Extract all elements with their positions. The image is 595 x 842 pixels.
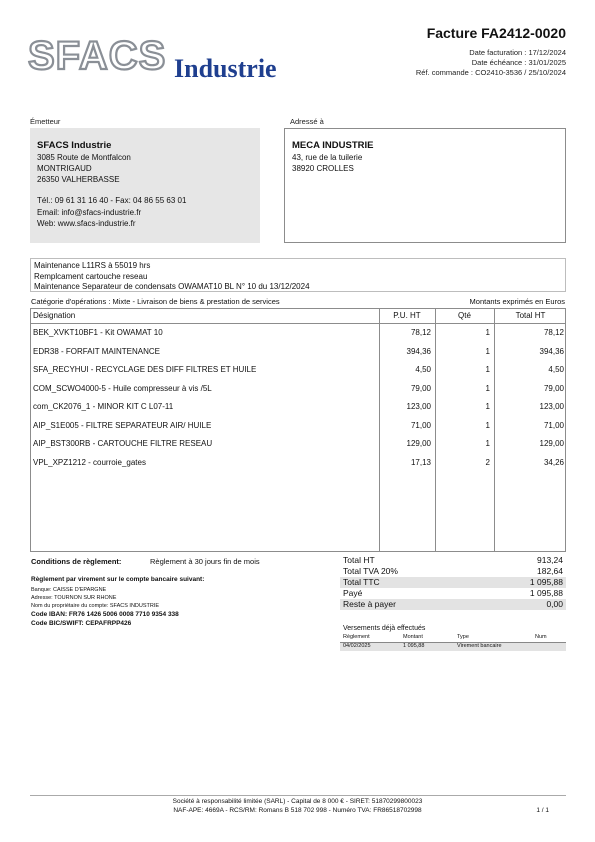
table-header <box>31 309 565 324</box>
payments-header-date: Règlement <box>343 634 370 640</box>
emitter-box <box>30 128 260 243</box>
total-value: 1 095,88 <box>529 577 563 587</box>
item-total: 4,50 <box>548 365 564 374</box>
header-total: Total HT <box>515 311 546 320</box>
item-quantity: 1 <box>485 328 490 337</box>
item-total: 129,00 <box>539 439 564 448</box>
page-number: 1 / 1 <box>536 807 549 814</box>
paid-row <box>340 588 566 599</box>
iban: Code IBAN: FR76 1426 5006 0008 7710 9354 338 <box>31 611 179 618</box>
item-designation: SFA_RECYHUI - RECYCLAGE DES DIFF FILTRES ET HUILE <box>33 365 257 374</box>
total-value: 182,64 <box>537 566 563 576</box>
bank-address: Adresse: TOURNON SUR RHONE <box>31 595 117 601</box>
order-reference: Réf. commande : CO2410-3536 / 25/10/2024 <box>415 68 566 77</box>
emitter-address-line: MONTRIGAUD <box>37 164 92 173</box>
item-quantity: 1 <box>485 365 490 374</box>
payments-title: Versements déjà effectués <box>343 625 426 632</box>
total-ht-row <box>340 555 566 566</box>
total-label: Total HT <box>343 555 375 565</box>
recipient-address-line: 43, rue de la tuilerie <box>292 153 363 162</box>
item-designation: BEK_XVKT10BF1 - Kit OWAMAT 10 <box>33 328 163 337</box>
payment-terms-label: Conditions de règlement: <box>31 557 122 566</box>
table-row <box>31 363 565 381</box>
item-unit-price: 4,50 <box>415 365 431 374</box>
header-unit-price: P.U. HT <box>393 311 421 320</box>
table-row <box>31 437 565 455</box>
total-value: 913,24 <box>537 555 563 565</box>
invoice-date: Date facturation : 17/12/2024 <box>469 48 566 57</box>
payments-header-num: Num <box>535 634 547 640</box>
table-row <box>31 326 565 344</box>
total-label: Total TVA 20% <box>343 566 398 576</box>
total-label: Total TTC <box>343 577 380 587</box>
header-designation: Désignation <box>33 311 76 320</box>
invoice-title: Facture FA2412-0020 <box>426 25 566 41</box>
bic-swift: Code BIC/SWIFT: CEPAFRPP426 <box>31 620 132 627</box>
item-designation: EDR38 - FORFAIT MAINTENANCE <box>33 346 160 356</box>
logo-brand: SFACS <box>28 34 167 78</box>
item-quantity: 1 <box>485 383 490 393</box>
item-unit-price: 123,00 <box>406 402 431 411</box>
item-designation: AIP_BST300RB - CARTOUCHE FILTRE RESEAU <box>33 439 213 448</box>
item-unit-price: 129,00 <box>406 439 431 448</box>
recipient-name: MECA INDUSTRIE <box>292 140 374 151</box>
payment-type: Virement bancaire <box>457 643 502 649</box>
payment-row <box>340 643 566 651</box>
item-total: 34,26 <box>543 457 564 467</box>
payments-header-amount: Montant <box>403 634 423 640</box>
note-line: Maintenance L11RS à 55019 hrs <box>34 261 151 270</box>
due-date: Date échéance : 31/01/2025 <box>471 58 566 67</box>
payments-header-type: Type <box>457 634 469 640</box>
emitter-web: Web: www.sfacs-industrie.fr <box>37 219 136 228</box>
item-designation: VPL_XPZ1212 - courroie_gates <box>33 457 146 467</box>
footer-legal-line: Société à responsabilité limitée (SARL) - Capital de 8 000 € - SIRET: 51870299800023 <box>172 798 423 805</box>
total-label: Reste à payer <box>343 599 396 609</box>
table-row <box>31 345 565 363</box>
item-unit-price: 71,00 <box>410 420 431 430</box>
payment-date: 04/02/2025 <box>343 643 371 649</box>
invoice-notes <box>30 258 566 292</box>
total-ttc-row <box>340 577 566 588</box>
item-quantity: 1 <box>485 439 490 448</box>
payment-terms-value: Règlement à 30 jours fin de mois <box>150 557 260 566</box>
item-unit-price: 79,00 <box>410 383 431 393</box>
footer-legal-line: NAF-APE: 4669A - RCS/RM: Romans B 518 702 998 - Numéro TVA: FR86518702998 <box>173 807 422 814</box>
item-quantity: 1 <box>485 420 490 430</box>
remaining-row <box>340 599 566 610</box>
payment-amount: 1 095,88 <box>403 643 425 649</box>
item-designation: AIP_S1E005 - FILTRE SEPARATEUR AIR/ HUILE <box>33 420 212 430</box>
table-row <box>31 419 565 437</box>
note-line: Remplcament cartouche reseau <box>34 271 148 281</box>
table-row <box>31 400 565 418</box>
emitter-address-line: 26350 VALHERBASSE <box>37 175 120 184</box>
recipient-box <box>284 128 566 243</box>
item-unit-price: 17,13 <box>410 457 431 467</box>
footer-divider <box>30 795 566 796</box>
emitter-address-line: 3085 Route de Montfalcon <box>37 153 131 162</box>
operation-category: Catégorie d'opérations : Mixte - Livraison de biens & prestation de services <box>31 297 280 306</box>
total-label: Payé <box>343 588 363 598</box>
item-designation: com_CK2076_1 - MINOR KIT C L07-11 <box>33 402 174 411</box>
item-unit-price: 394,36 <box>406 346 431 356</box>
table-row <box>31 382 565 400</box>
total-vat-row <box>340 566 566 577</box>
item-total: 79,00 <box>543 383 564 393</box>
items-table <box>30 308 566 552</box>
item-total: 123,00 <box>539 402 564 411</box>
payments-header <box>340 634 566 643</box>
total-value: 1 095,88 <box>529 588 563 598</box>
totals-block <box>340 555 566 610</box>
logo-suffix: Industrie <box>174 54 277 83</box>
table-row <box>31 456 565 474</box>
currency-note: Montants exprimés en Euros <box>469 297 565 306</box>
item-total: 78,12 <box>543 328 564 337</box>
company-logo <box>28 34 288 90</box>
item-unit-price: 78,12 <box>410 328 431 337</box>
emitter-name: SFACS Industrie <box>37 140 112 151</box>
payments-table <box>340 634 566 651</box>
item-designation: COM_SCWO4000-5 - Huile compresseur à vis /5L <box>33 383 212 393</box>
header-quantity: Qté <box>458 311 471 320</box>
emitter-label: Émetteur <box>30 117 61 126</box>
item-quantity: 1 <box>485 346 490 356</box>
item-total: 71,00 <box>543 420 564 430</box>
item-quantity: 1 <box>485 402 490 411</box>
bank-name: Banque: CAISSE D'EPARGNE <box>31 587 107 593</box>
item-total: 394,36 <box>539 346 564 356</box>
item-quantity: 2 <box>485 457 490 467</box>
note-line: Maintenance Separateur de condensats OWAMAT10 BL N° 10 du 13/12/2024 <box>34 282 310 291</box>
recipient-label: Adressé à <box>290 117 324 126</box>
emitter-phone: Tél.: 09 61 31 16 40 - Fax: 04 86 55 63 01 <box>37 196 187 205</box>
total-value: 0,00 <box>546 599 563 609</box>
emitter-email: Email: info@sfacs-industrie.fr <box>37 208 142 217</box>
recipient-address-line: 38920 CROLLES <box>292 164 354 173</box>
transfer-title: Règlement par virement sur le compte bancaire suivant: <box>31 576 205 583</box>
account-owner: Nom du propriétaire du compte: SFACS INDUSTRIE <box>31 603 160 609</box>
